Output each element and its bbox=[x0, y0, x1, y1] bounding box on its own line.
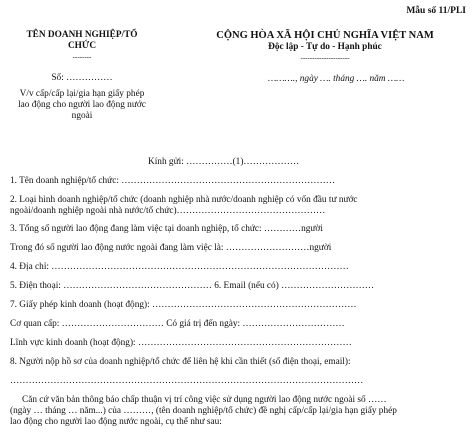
basis-paragraph-line3: lao động cho người lao động nước ngoài, cụ thể như sau: bbox=[10, 417, 222, 427]
subject-line3: ngoài bbox=[71, 111, 93, 121]
addressee: Kính gửi: ……………(1)……………… bbox=[148, 157, 300, 167]
country-title: CỘNG HÒA XÃ HỘI CHỦ NGHĨA VIỆT NAM bbox=[216, 30, 434, 41]
subject-line1: V/v cấp/cấp lại/gia hạn giấy phép bbox=[19, 89, 145, 99]
field-foreign-employees: Trong đó số người lao động nước ngoài đang làm việc là: ………………………người bbox=[10, 243, 332, 253]
org-name-line1: TÊN DOANH NGHIỆP/TỔ bbox=[26, 30, 138, 40]
subject-line2: lao động cho người lao động nước bbox=[18, 100, 146, 110]
org-rule: -------- bbox=[72, 53, 92, 61]
field-business-sector: Lĩnh vực kinh doanh (hoạt động): …………………………………………………………… bbox=[10, 338, 352, 348]
motto-rule: --------------------- bbox=[300, 54, 350, 62]
basis-paragraph-line1: Căn cứ văn bản thông báo chấp thuận vị trí công việc sử dụng người lao động nước ngoài số …… bbox=[22, 395, 387, 405]
field-total-employees: 3. Tổng số người lao động đang làm việc tại doanh nghiệp, tổ chức: …………người bbox=[10, 224, 323, 234]
field-phone-email: 5. Điện thoại: ………………………………………… 6. Email (nếu có) ………………………… bbox=[10, 281, 375, 291]
field-contact-person: 8. Người nộp hồ sơ của doanh nghiệp/tổ chức để liên hệ khi cần thiết (số điện thoại, email): bbox=[10, 357, 351, 367]
form-number: Mẫu số 11/PLI bbox=[406, 6, 466, 16]
field-address: 4. Địa chỉ: …………………………………………………………………………………… bbox=[10, 262, 349, 272]
org-name-line2: CHỨC bbox=[67, 41, 97, 51]
field-org-type: 2. Loại hình doanh nghiệp/tổ chức (doanh nghiệp nhà nước/doanh nghiệp có vốn đầu tư nước bbox=[10, 195, 358, 205]
basis-paragraph-line2: (ngày … tháng … năm...) của ………, (tên doanh nghiệp/tổ chức) đề nghị cấp/cấp lại/gia hạn giấy phép bbox=[10, 406, 397, 416]
date-line: ………., ngày …. tháng …. năm …… bbox=[268, 74, 405, 84]
field-issuing-agency: Cơ quan cấp: …………………………… Có giá trị đến ngày: …………………………… bbox=[10, 319, 345, 329]
motto: Độc lập - Tự do - Hạnh phúc bbox=[268, 42, 382, 52]
document-number: Số: …………… bbox=[51, 73, 113, 83]
field-contact-dots: …………………………………………………………………………………………………… bbox=[10, 376, 364, 386]
field-org-name: 1. Tên doanh nghiệp/tổ chức: …………………………………………………………… bbox=[10, 176, 336, 186]
field-business-license: 7. Giấy phép kinh doanh (hoạt động): ………………………………………………………… bbox=[10, 300, 357, 310]
field-org-type-cont: ngoài/doanh nghiệp ngoài nhà nước/tổ chức)………………………………………… bbox=[10, 206, 326, 216]
